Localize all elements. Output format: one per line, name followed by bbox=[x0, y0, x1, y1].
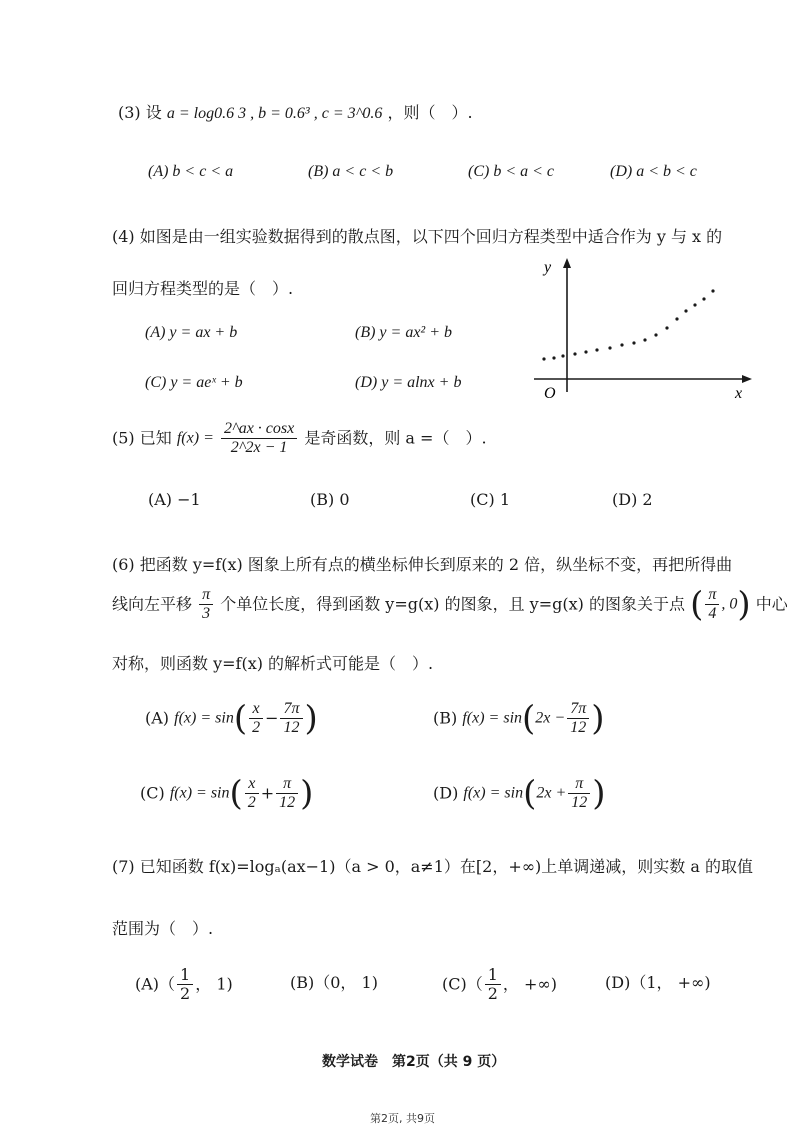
q5-option-b: (B) 0 bbox=[310, 490, 350, 509]
q5-numerator: 2^ax · cosx bbox=[221, 420, 297, 439]
scatter-point bbox=[693, 303, 696, 306]
scatter-point bbox=[665, 326, 668, 329]
q3-option-c: (C) b < a < c bbox=[468, 163, 555, 180]
q7-option-a: (A)（ $\frac{1}{2}$ ， 1) bbox=[135, 965, 233, 1003]
q6-point-fraction: $\frac{\pi}{4}$ bbox=[705, 586, 719, 623]
q3-number: (3) bbox=[118, 103, 141, 122]
scatter-point bbox=[595, 348, 598, 351]
q6-stem-line1: (6) 把函数 y=f(x) 图象上所有点的横坐标伸长到原来的 2 倍，纵坐标不变，再把所得曲 bbox=[112, 555, 733, 574]
q3-option-a: (A) b < c < a bbox=[148, 163, 234, 180]
x-axis-label: x bbox=[735, 385, 743, 402]
y-axis-label: y bbox=[544, 259, 552, 276]
q4-stem-line2: 回归方程类型的是（ ）. bbox=[112, 279, 294, 298]
q5-denominator: 2^2x − 1 bbox=[230, 439, 288, 456]
scatter-point bbox=[643, 338, 646, 341]
q4-option-a: (A) y = ax + b bbox=[145, 324, 238, 341]
q3-stem: (3) 设 a = log0.6 3 , b = 0.6³ , c = 3^0.6 ，则（ ）. bbox=[118, 103, 473, 122]
scatter-point bbox=[632, 341, 635, 344]
origin-label: O bbox=[544, 385, 556, 402]
q6-stem-line2: 线向左平移 $\frac{\pi}{3}$ 个单位长度，得到函数 y=g(x) 的图象，且 y=g(x) 的图象关于点 ( $\frac{\pi}{4}$ , 0) 中心 bbox=[112, 584, 788, 625]
scatter-point bbox=[702, 297, 705, 300]
scatter-point bbox=[654, 333, 657, 336]
q3-expression: a = log0.6 3 , b = 0.6³ , c = 3^0.6 bbox=[166, 105, 383, 122]
q7-option-b: (B)（0， 1) bbox=[290, 973, 378, 992]
q7-option-d: (D)（1， +∞) bbox=[605, 973, 711, 992]
scatter-point bbox=[675, 317, 678, 320]
q5-fraction bbox=[221, 420, 297, 457]
scatter-point bbox=[542, 357, 545, 360]
scatter-point bbox=[711, 289, 714, 292]
q3-option-b: (B) a < c < b bbox=[308, 163, 394, 180]
x-axis-arrow bbox=[742, 375, 752, 383]
q7-option-c: (C)（ $\frac{1}{2}$ ， +∞) bbox=[442, 965, 557, 1003]
q5-stem: (5) 已知 f(x) = $\frac{2\^{}ax \cdot \cos x}{2\^{}2x - 1}$ 是奇函数，则 a =（ ）. bbox=[112, 420, 487, 456]
scatter-point bbox=[620, 343, 623, 346]
q7-stem-line1: (7) 已知函数 f(x)=logₐ(ax−1)（a > 0，a≠1）在[2，+∞)上单调递减，则实数 a 的取值 bbox=[112, 857, 754, 876]
y-axis-arrow bbox=[563, 258, 571, 268]
scatter-point bbox=[584, 350, 587, 353]
scatter-points bbox=[542, 289, 714, 360]
q6-option-c: (C) f(x) = sin( $\frac{x}{2}$ + $\frac{\pi}{12}$ ) bbox=[140, 773, 314, 814]
q6-option-d: (D) f(x) = sin(2x + $\frac{\pi}{12}$ ) bbox=[433, 773, 606, 814]
q4-stem-line1: (4) 如图是由一组实验数据得到的散点图，以下四个回归方程类型中适合作为 y 与 x 的 bbox=[112, 227, 723, 246]
q5-option-d: (D) 2 bbox=[612, 490, 653, 509]
q7-stem-line2: 范围为（ ）. bbox=[112, 919, 214, 938]
scatter-point bbox=[573, 352, 576, 355]
q5-option-c: (C) 1 bbox=[470, 490, 510, 509]
q4-option-b: (B) y = ax² + b bbox=[355, 324, 453, 341]
footer-title: 数学试卷 第2页（共 9 页） bbox=[322, 1054, 506, 1070]
q6-option-b: (B) f(x) = sin(2x − $\frac{7\pi}{12}$ ) bbox=[433, 698, 605, 739]
scatter-plot bbox=[530, 252, 760, 402]
q6-shift-fraction: $\frac{\pi}{3}$ bbox=[199, 586, 213, 623]
q4-option-c: (C) y = aeˣ + b bbox=[145, 374, 243, 391]
scatter-point bbox=[561, 354, 564, 357]
q6-option-a: (A) f(x) = sin( $\frac{x}{2}$ − $\frac{7\pi}{12}$ ) bbox=[145, 698, 318, 739]
q4-option-d: (D) y = alnx + b bbox=[355, 374, 462, 391]
q6-stem-line3: 对称，则函数 y=f(x) 的解析式可能是（ ）. bbox=[112, 654, 434, 673]
page-number: 第2页, 共9页 bbox=[370, 1112, 435, 1125]
q3-option-d: (D) a < b < c bbox=[610, 163, 697, 180]
scatter-point bbox=[684, 309, 687, 312]
q5-option-a: (A) −1 bbox=[148, 490, 201, 509]
scatter-point bbox=[552, 356, 555, 359]
scatter-point bbox=[608, 346, 611, 349]
